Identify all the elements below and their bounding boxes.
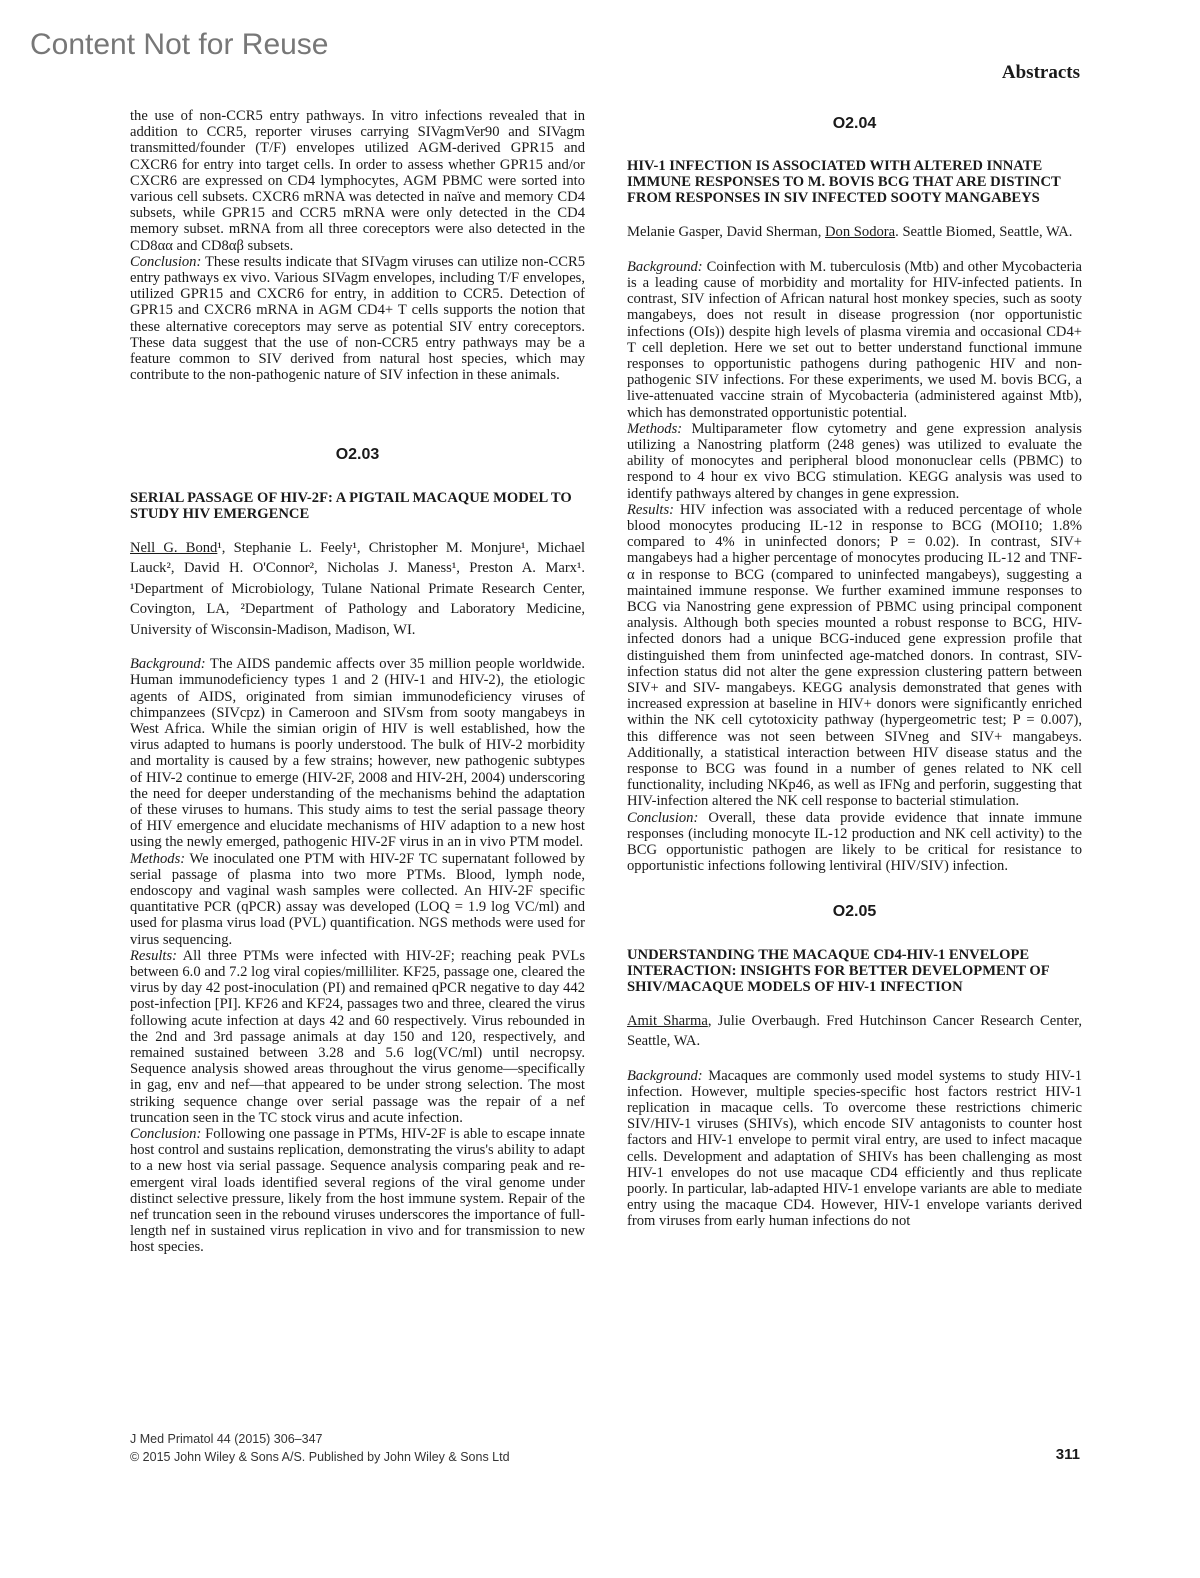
methods-o203 [130, 851, 585, 948]
background-label-o203: Background: [130, 656, 206, 673]
conclusion-label: Conclusion: [130, 253, 202, 270]
methods-label-o204: Methods: [627, 420, 683, 437]
authors-o205 [627, 1011, 1082, 1052]
abstract-title-o204: HIV-1 INFECTION IS ASSOCIATED WITH ALTERED INNATE IMMUNE RESPONSES TO M. BOVIS BCG THAT ARE DISTINCT FROM RESPONSES IN SIV INFECTED SOOTY MANGABEYS [627, 158, 1061, 207]
footer [130, 1430, 510, 1466]
continuation-text: the use of non-CCR5 entry pathways. In vitro infections revealed that in addition to CCR5, reporter viruses carrying SIVagmVer90 and SIVagm transmitted/founder (T/F) envelopes utilized AGM-derived GPR15 and CXCR6 for entry into target cells. In order to assess whether GPR15 and/or CXCR6 are expressed on CD4 lymphocytes, AGM PBMC were sorted into various cell subsets. CXCR6 mRNA was detected in naïve and memory CD4 subsets, while GPR15 and CCR5 mRNA were only detected in the CD4 memory subset. mRNA from all three coreceptors were also detected in the CD8αα and CD8αβ subsets. [130, 108, 585, 254]
presenter-o204: Don Sodora [825, 224, 896, 241]
presenter-o203: Nell G. Bond [130, 539, 218, 556]
right-column [627, 108, 1082, 1230]
page-number: 311 [1055, 1446, 1080, 1463]
abstract-title-o203: SERIAL PASSAGE OF HIV-2F: A PIGTAIL MACAQUE MODEL TO STUDY HIV EMERGENCE [130, 489, 572, 522]
journal-citation: J Med Primatol 44 (2015) 306–347 [130, 1432, 323, 1446]
author-list-o204: . Seattle Biomed, Seattle, WA. [895, 224, 1073, 241]
authors-o203 [130, 538, 585, 641]
copyright: © 2015 John Wiley & Sons A/S. Published by John Wiley & Sons Ltd [130, 1450, 510, 1464]
background-label-o204: Background: [627, 258, 703, 275]
conclusion-text-o203: Following one passage in PTMs, HIV-2F is able to escape innate host control and sustains replication, demonstrating the virus's ability to adapt to a new host via serial passage. Sequence analysis comparing peak and re-emergent viral loads identified several regions of the viral genome under distinct selective pressure, likely from the host immune system. Repair of the nef truncation seen in the rebound viruses underscores the importance of full-length nef in sustained virus replication in vivo and for transmission to new host species. [130, 1126, 585, 1256]
methods-text-o204: Multiparameter flow cytometry and gene expression analysis utilizing a Nanostring platform (248 genes) was utilized to evaluate the ability of monocytes and peripheral blood mononuclear cells (PBMC) to respond to 4 hour ex vivo BCG stimulation. KEGG analysis was used to identify pathways altered by changes in gene expression. [627, 420, 1082, 502]
conclusion-o203 [130, 1126, 585, 1256]
conclusion-text-o204: Overall, these data provide evidence that innate immune responses (including monocyte IL-12 production and NK cell activity) to the BCG opportunistic pathogen are likely to be critical for resistance to opportunistic infections following lentiviral (HIV/SIV) infection. [627, 809, 1082, 875]
conclusion-label-o204: Conclusion: [627, 809, 699, 826]
results-text-o204: HIV infection was associated with a reduced percentage of whole blood monocytes producing IL-12 in response to BCG (MOI10; 1.8% compared to 4% in uninfected donors; P = 0.02). In contrast, SIV+ mangabeys had a higher percentage of monocytes producing IL-12 and TNF-α in response to BCG (compared to uninfected mangabeys), suggesting a maintained immune response. We further examined immune responses to BCG via Nanostring gene expression of PBMC using principal component analysis. Although both species mounted a robust response to BCG, HIV-infected donors had a unique BCG-induced gene expression profile that distinguished them from uninfected age-matched donors. In contrast, SIV-infection status did not alter the gene expression clustering pattern between SIV+ and SIV- mangabeys. KEGG analysis demonstrated that genes with increased expression at baseline in HIV+ donors were significantly enriched within the NK cell cytotoxicity pathway (hypergeometric test; P = 0.007), this difference was not seen between SIVneg and SIV+ mangabeys. Additionally, a statistical interaction between HIV disease status and the response to BCG was found in a number of genes related to NK cell functionality, including NKp46, as well as IFNg and perforin, suggesting that HIV-infection altered the NK cell response to bacterial stimulation. [627, 501, 1082, 810]
results-text-o203: All three PTMs were infected with HIV-2F; reaching peak PVLs between 6.0 and 7.2 log viral copies/milliliter. KF25, passage one, cleared the virus by day 42 post-inoculation (PI) and remained qPCR negative to day 442 post-infection [PI]. KF26 and KF24, passages two and three, cleared the virus following acute infection at days 42 and 60 respectively. Virus rebounded in the 2nd and 3rd passage animals at day 150 and 120, respectively, and remained sustained between 3.28 and 5.6 log(VC/ml) until necropsy. Sequence analysis showed areas throughout the virus genome—specifically in gag, env and nef—that appeared to be under strong selection. The most striking sequence change over serial passage was the repair of a nef truncation seen in the TC stock virus and acute infection. [130, 947, 586, 1126]
results-o203 [130, 948, 585, 1126]
conclusion-text: These results indicate that SIVagm viruses can utilize non-CCR5 entry pathways ex vivo. Various SIVagm envelopes, including T/F envelopes, utilized GPR15 and CXCR6 for entry, in addition to CCR5. Detection of GPR15 and CXCR6 mRNA in AGM CD4+ T cells supports the notion that these alternative coreceptors may serve as potential SIV entry coreceptors. These data suggest that the use of non-CCR5 entry pathways may be a feature common to SIV derived from natural host species, which may contribute to the non-pathogenic nature of SIV infection in these animals. [130, 253, 585, 384]
background-text-o203: The AIDS pandemic affects over 35 million people worldwide. Human immunodeficiency types 1 and 2 (HIV-1 and HIV-2), the etiologic agents of AIDS, originated from simian immunodeficiency viruses of chimpanzees (SIVcpz) in Cameroon and SIVsm from sooty mangabeys in West Africa. While the simian origin of HIV is well established, how the virus adapted to humans is poorly understood. The bulk of HIV-2 morbidity and mortality is caused by a few strains; however, new pathogenic subtypes of HIV-2 continue to emerge (HIV-2F, 2008 and HIV-2H, 2004) underscoring the need for deeper understanding of the mechanisms behind the adaptation of these viruses to humans. This study aims to test the serial passage theory of HIV emergence and elucidate mechanisms of HIV adaption to a new host using the newly emerged, pathogenic HIV-2F virus in an in vivo PTM model. [130, 656, 585, 851]
results-o204 [627, 502, 1082, 810]
background-text-o205: Macaques are commonly used model systems to study HIV-1 infection. However, multiple species-specific host factors restrict HIV-1 replication in macaque cells. To overcome these restrictions chimeric SIV/HIV-1 viruses (SHIVs), which encode SIV antagonists to counter host factors and HIV-1 envelope to permit viral entry, are used to infect macaque cells. Development and adaptation of SHIVs has been challenging as most HIV-1 envelopes do not use macaque CD4 efficiently and thus replicate poorly. In particular, lab-adapted HIV-1 envelope variants are able to mediate entry using the macaque CD4. However, HIV-1 envelope variants derived from viruses from early human infections do not [627, 1067, 1082, 1230]
abstract-code-o204: O2.04 [832, 115, 877, 132]
abstract-title-o205: UNDERSTANDING THE MACAQUE CD4-HIV-1 ENVELOPE INTERACTION: INSIGHTS FOR BETTER DEVELOPMENT OF SHIV/MACAQUE MODELS OF HIV-1 INFECTION [627, 946, 1050, 995]
results-label-o203: Results: [130, 947, 178, 964]
authors-o204 [627, 222, 1082, 243]
results-label-o204: Results: [627, 501, 675, 518]
conclusion-paragraph [130, 254, 585, 384]
abstract-code-o203: O2.03 [335, 446, 380, 464]
section-header: Abstracts [1001, 62, 1080, 83]
author-list-o203: ¹, Stephanie L. Feely¹, Christopher M. Monjure¹, Michael Lauck², David H. O'Connor², Nicholas J. Maness¹, Preston A. Marx¹. ¹Department of Microbiology, Tulane National Primate Research Center, Covington, LA, ²Department of Pathology and Laboratory Medicine, University of Wisconsin-Madison, Madison, WI. [130, 539, 585, 638]
background-o204 [627, 259, 1082, 421]
conclusion-o204 [627, 810, 1082, 875]
background-text-o204: Coinfection with M. tuberculosis (Mtb) and other Mycobacteria is a leading cause of morbidity and mortality for HIV-infected patients. In contrast, SIV infection of African natural host monkey species, such as sooty mangabeys, does not result in disease progression (nor opportunistic infections (OIs)) despite high levels of plasma viremia and occasional CD4+ T cell depletion. Here we set out to better understand functional immune responses to opportunistic pathogens during pathogenic HIV and non-pathogenic SIV infections. For these experiments, we used M. bovis BCG, a live-attenuated vaccine strain of Mycobacteria (administered against Mtb), which has demonstrated opportunistic potential. [627, 258, 1082, 421]
left-column [130, 108, 585, 1256]
background-o203 [130, 656, 585, 850]
abstract-code-o205: O2.05 [832, 903, 877, 921]
author-list-pre-o204: Melanie Gasper, David Sherman, [627, 224, 825, 241]
watermark: Content Not for Reuse [30, 28, 329, 61]
presenter-o205: Amit Sharma [627, 1012, 708, 1029]
background-o205 [627, 1068, 1082, 1230]
conclusion-label-o203: Conclusion: [130, 1126, 202, 1143]
methods-o204 [627, 421, 1082, 502]
methods-label-o203: Methods: [130, 850, 186, 867]
background-label-o205: Background: [627, 1067, 703, 1084]
methods-text-o203: We inoculated one PTM with HIV-2F TC supernatant followed by serial passage of plasma into two more PTMs. Blood, lymph node, endoscopy and vaginal wash samples were collected. An HIV-2F specific quantitative PCR (qPCR) assay was developed (LOQ = 1.9 log VC/ml) and used for plasma virus load (PVL) quantification. NGS methods were used for virus sequencing. [130, 850, 585, 948]
author-list-o205: , Julie Overbaugh. Fred Hutchinson Cancer Research Center, Seattle, WA. [627, 1012, 1083, 1050]
